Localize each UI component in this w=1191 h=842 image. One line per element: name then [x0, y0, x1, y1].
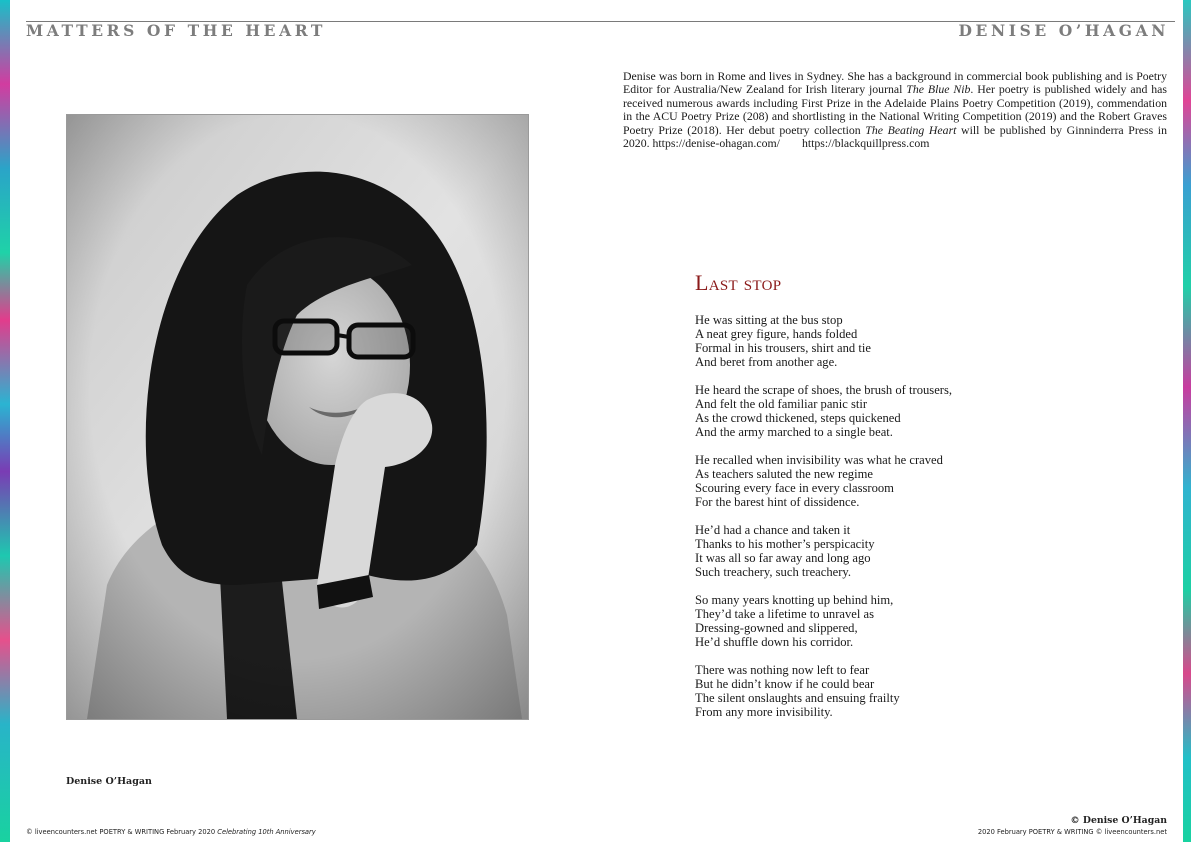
portrait-photo-icon — [67, 115, 528, 719]
poem-line: As the crowd thickened, steps quickened — [695, 411, 901, 425]
author-portrait — [66, 114, 529, 720]
publisher-link[interactable]: https://blackquillpress.com — [801, 136, 930, 151]
poem-line: He heard the scrape of shoes, the brush of trousers, — [695, 383, 953, 397]
bio-journal: The Blue Nib — [906, 82, 971, 97]
section-title: MATTERS OF THE HEART — [26, 21, 327, 40]
poem-line: So many years knotting up behind him, — [695, 593, 894, 607]
bio-collection: The Beating Heart — [865, 122, 957, 137]
poem-stanza — [695, 663, 1115, 719]
bio-text: will be published by Ginninderra Press in 2020. — [623, 122, 1167, 151]
poem-line: Formal in his trousers, shirt and tie — [695, 341, 871, 355]
poem-line: And the army marched to a single beat. — [695, 425, 893, 439]
poem-line: They’d take a lifetime to unravel as — [695, 607, 875, 621]
poem-title: Last stop — [695, 270, 782, 295]
poem-line: Thanks to his mother’s perspicacity — [695, 537, 875, 551]
footer-anniversary: Celebrating 10th Anniversary — [217, 828, 316, 836]
poem-line: The silent onslaughts and ensuing frailty — [695, 691, 900, 705]
author-bio — [623, 70, 1167, 150]
poem-line: He’d had a chance and taken it — [695, 523, 851, 537]
poem-line: He’d shuffle down his corridor. — [695, 635, 854, 649]
poem-line: Scouring every face in every classroom — [695, 481, 894, 495]
poem-line: Dressing-gowned and slippered, — [695, 621, 858, 635]
website-link[interactable]: https://denise-ohagan.com/ — [652, 136, 780, 151]
decorative-right-border — [1183, 0, 1191, 842]
poem-line: There was nothing now left to fear — [695, 663, 870, 677]
photo-caption: Denise O’Hagan — [66, 776, 152, 787]
poem-stanza — [695, 383, 1115, 439]
poem-stanza — [695, 313, 1115, 369]
poem-stanza — [695, 523, 1115, 579]
poem-line: And beret from another age. — [695, 355, 838, 369]
poem-line: He was sitting at the bus stop — [695, 313, 843, 327]
bio-text: Denise was born in Rome and lives in Sydney. She has a background in commercial book publishing and is Poetry Editor for Australia/New Zealand for Irish literary journal — [623, 69, 1167, 97]
poem-stanza — [695, 593, 1115, 649]
poem-line: Such treachery, such treachery. — [695, 565, 852, 579]
poem-line: A neat grey figure, hands folded — [695, 327, 858, 341]
poem-line: As teachers saluted the new regime — [695, 467, 873, 481]
magazine-page — [10, 0, 1183, 842]
decorative-left-border — [0, 0, 10, 842]
poem-line: From any more invisibility. — [695, 705, 833, 719]
footer-left — [26, 828, 316, 836]
footer-left-text: © liveencounters.net POETRY & WRITING February 2020 — [26, 828, 218, 836]
author-header: DENISE O’HAGAN — [958, 21, 1169, 40]
poem-line: But he didn’t know if he could bear — [695, 677, 875, 691]
poem-stanza — [695, 453, 1115, 509]
bio-text: . Her poetry is published widely and has received numerous awards including First Prize in the Adelaide Plains Poetry Competition (2019), commendation in the ACU Poetry Prize (208) and shortlisting in the National Writing Competition (2019) and the Robert Graves Poetry Prize (2018). Her debut poetry collection — [623, 82, 1167, 137]
footer-right: 2020 February POETRY & WRITING © liveencounters.net — [977, 828, 1167, 836]
poem-line: And felt the old familiar panic stir — [695, 397, 868, 411]
poem-line: It was all so far away and long ago — [695, 551, 871, 565]
poem-line: For the barest hint of dissidence. — [695, 495, 860, 509]
poem-body — [695, 313, 1115, 733]
footer-copyright: © Denise O’Hagan — [1070, 815, 1167, 826]
poem-line: He recalled when invisibility was what he craved — [695, 453, 943, 467]
